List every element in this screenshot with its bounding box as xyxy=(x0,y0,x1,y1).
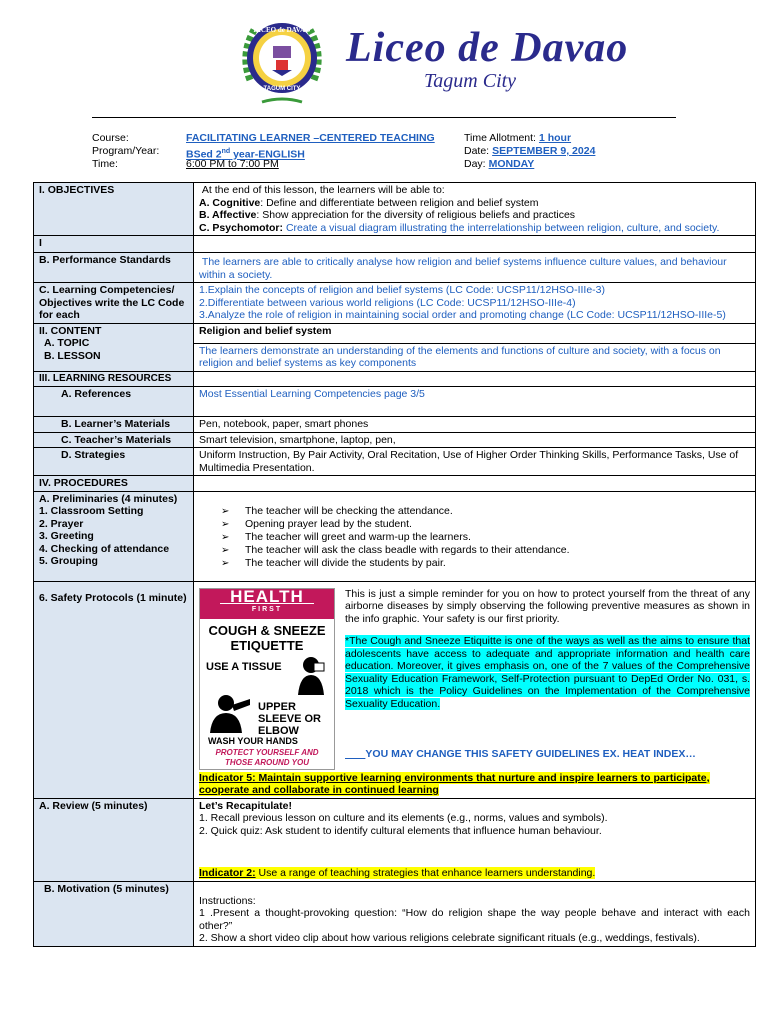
performance-text: The learners are able to critically analyse how religion and belief systems influence culture values, and behaviour within a society. xyxy=(199,256,727,281)
list-item: ➢ The teacher will greet and warm-up the learners. xyxy=(221,531,750,544)
procedures-row xyxy=(34,476,756,492)
day-value: MONDAY xyxy=(488,158,535,170)
blank-row xyxy=(34,236,756,253)
references-text: Most Essential Learning Competencies page 3/5 xyxy=(194,387,756,417)
review-label: A. Review (5 minutes) xyxy=(34,798,194,881)
poster-title: COUGH & SNEEZE ETIQUETTE xyxy=(208,622,326,653)
prelim-step-label: 2. Prayer xyxy=(39,517,84,530)
motivation-instructions: Instructions: xyxy=(199,894,256,907)
prelim-step-label: 3. Greeting xyxy=(39,530,94,542)
poster-first: FIRST xyxy=(220,603,314,619)
header-divider xyxy=(92,117,676,118)
performance-row xyxy=(34,253,756,283)
objectives-intro: At the end of this lesson, the learners will be able to: xyxy=(201,184,445,196)
references-label: A. References xyxy=(34,387,194,417)
affective-text: : Show appreciation for the diversity of religious beliefs and practices xyxy=(256,209,576,221)
safety-label: 6. Safety Protocols (1 minute) xyxy=(34,581,194,798)
performance-label: B. Performance Standards xyxy=(34,253,194,283)
preliminaries-row xyxy=(34,491,756,581)
list-item: ➢ The teacher will divide the students by pair. xyxy=(221,557,750,570)
psychomotor-text: Create a visual diagram illustrating the interrelationship between religion, culture, and society. xyxy=(285,221,720,234)
list-item: ➢ The teacher will be checking the attendance. xyxy=(221,505,750,518)
seal-text-bottom: TAGUM CITY xyxy=(263,86,301,92)
motivation-item: 2. Show a short video clip about how various religions celebrate significant rituals (e.g., weddings, festivals). xyxy=(199,932,700,944)
date-value: SEPTEMBER 9, 2024 xyxy=(492,145,596,157)
course-label: Course: xyxy=(92,132,129,144)
competency-item: 2.Differentiate between various world religions (LC Code: UCSP11/12HSO-IIIe-4) xyxy=(199,296,576,309)
indicator-2-label: Indicator 2: xyxy=(199,867,256,879)
content-row xyxy=(34,323,756,343)
prelim-step-label: 1. Classroom Setting xyxy=(39,505,144,517)
lesson-plan-table xyxy=(33,182,756,947)
prelim-step-label: 4. Checking of attendance xyxy=(39,542,170,555)
motivation-label: B. Motivation (5 minutes) xyxy=(34,881,194,946)
learner-materials-row xyxy=(34,417,756,433)
blank-row-label: I xyxy=(34,236,194,253)
motivation-item: 1 .Present a thought-provoking question: “How do religion shape the way people behave and interact with each other?” xyxy=(199,907,750,932)
review-heading: Let’s Recapitulate! xyxy=(199,799,292,812)
competencies-row xyxy=(34,283,756,324)
poster-health: HEALTH xyxy=(230,587,304,606)
prelim-step-label: 5. Grouping xyxy=(39,555,98,567)
sneeze-elbow-icon xyxy=(206,693,254,733)
learner-materials-label: B. Learner’s Materials xyxy=(34,417,194,433)
motivation-row xyxy=(34,881,756,946)
indicator-2-text: Use a range of teaching strategies that enhance learners understanding. xyxy=(255,867,596,879)
program-label: Program/Year: xyxy=(92,145,160,157)
teacher-materials-text: Smart television, smartphone, laptop, pen, xyxy=(194,432,756,448)
safety-note: *The Cough and Sneeze Etiquitte is one of the ways as well as the aims to ensure that adolescents have access to adequate and appropriate information and health care education. Moreover, it gives emphasis on, one of the 7 values of the Comprehensive Sexuality Education Framework, Self-Protection pursuant to DepEd Order No. 031, s. 2018 which is the Policy Guidelines on the Implementation of the Comprehensive Sexuality Education. xyxy=(345,635,750,710)
topic-label: A. TOPIC xyxy=(44,337,90,349)
indicator-5: Indicator 5: Maintain supportive learning environments that nurture and inspire learners to participate, cooperate and collaborate in continued learning xyxy=(199,771,710,796)
program-value: BSed 2nd year-ENGLISH xyxy=(186,148,305,161)
lesson-label: B. LESSON xyxy=(44,349,101,362)
teacher-materials-row xyxy=(34,432,756,448)
seal-text-top: LICEO de DAVAO xyxy=(253,26,311,34)
psychomotor-label: C. Psychomotor: xyxy=(199,221,284,234)
teacher-materials-label: C. Teacher’s Materials xyxy=(34,432,194,448)
cognitive-text: : Define and differentiate between religion and belief system xyxy=(260,196,539,209)
review-item: 1. Recall previous lesson on culture and its elements (e.g., norms, values and symbols). xyxy=(199,812,608,824)
course-value: FACILITATING LEARNER –CENTERED TEACHING xyxy=(186,132,435,144)
affective-label: B. Affective xyxy=(199,209,257,221)
procedures-label: IV. PROCEDURES xyxy=(34,476,194,492)
day-label: Day: xyxy=(464,158,486,170)
poster-tissue: USE A TISSUE xyxy=(206,660,282,673)
letterhead xyxy=(0,0,768,115)
topic-text: Religion and belief system xyxy=(194,323,756,343)
lesson-text: The learners demonstrate an understanding of the elements and functions of culture and society, with a focus on religion and belief systems as key components xyxy=(194,343,756,371)
strategies-row xyxy=(34,448,756,476)
allotment-value: 1 hour xyxy=(538,132,572,144)
cough-sneeze-poster xyxy=(199,588,335,770)
safety-change-note: YOU MAY CHANGE THIS SAFETY GUIDELINES EX. HEAT INDEX… xyxy=(365,748,696,760)
school-city: Tagum City xyxy=(424,70,517,92)
list-item: ➢ The teacher will ask the class beadle with regards to their attendance. xyxy=(221,544,750,557)
school-seal-icon xyxy=(232,10,332,110)
resources-row xyxy=(34,371,756,387)
strategies-text: Uniform Instruction, By Pair Activity, Oral Recitation, Use of Higher Order Thinking Skills, Performance Tasks, Use of Multimedia Presentation. xyxy=(194,448,756,476)
resources-label: III. LEARNING RESOURCES xyxy=(34,371,194,387)
time-label: Time: xyxy=(92,158,118,170)
safety-intro: This is just a simple reminder for you on how to protect yourself from the threat of any airborne diseases by simply observing the following preventive measures as shown in the info graphic. Your safety is our first priority. xyxy=(345,587,750,625)
competency-item: 1.Explain the concepts of religion and belief systems (LC Code: UCSP11/12HSO-IIIe-3) xyxy=(199,284,606,296)
review-row xyxy=(34,798,756,881)
learner-materials-text: Pen, notebook, paper, smart phones xyxy=(194,417,756,433)
sneeze-tissue-icon xyxy=(292,655,330,695)
preliminaries-label: A. Preliminaries (4 minutes) xyxy=(39,492,178,505)
lesson-info xyxy=(92,132,692,171)
review-item: 2. Quick quiz: Ask student to identify cultural elements that influence human behaviour. xyxy=(199,824,602,837)
strategies-label: D. Strategies xyxy=(34,448,194,476)
list-item: ➢ Opening prayer lead by the student. xyxy=(221,518,750,531)
objectives-label: I. OBJECTIVES xyxy=(34,183,194,236)
content-label: II. CONTENT xyxy=(39,324,102,337)
poster-sleeve: UPPER SLEEVE OR ELBOW xyxy=(258,700,321,737)
preliminaries-list xyxy=(221,505,750,570)
school-name: Liceo de Davao xyxy=(346,25,629,71)
poster-protect: PROTECT YOURSELF AND THOSE AROUND YOU xyxy=(215,747,319,767)
allotment-label: Time Allotment: xyxy=(464,132,536,144)
competency-item: 3.Analyze the role of religion in maintaining social order and promoting change (LC Code: UCSP11/12HSO-IIIe-5) xyxy=(199,309,726,321)
poster-wash: WASH YOUR HANDS xyxy=(208,735,298,746)
cognitive-label: A. Cognitive xyxy=(199,196,261,209)
competencies-label: C. Learning Competencies/ Objectives write the LC Code for each xyxy=(34,283,194,324)
time-value: 6:00 PM to 7:00 PM xyxy=(186,158,279,170)
references-row xyxy=(34,387,756,417)
date-label: Date: xyxy=(464,145,490,157)
safety-row xyxy=(34,581,756,798)
objectives-row xyxy=(34,183,756,236)
